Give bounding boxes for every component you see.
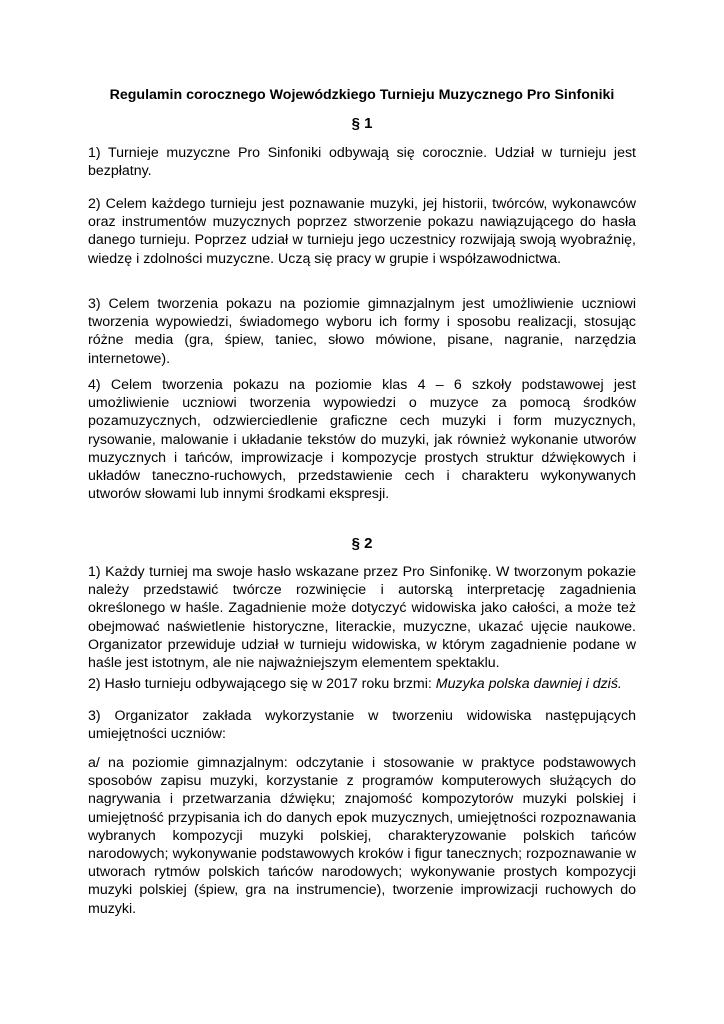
tournament-motto: Muzyka polska dawniej i dziś. xyxy=(435,676,622,692)
section-1-paragraph-1: 1) Turnieje muzyczne Pro Sinfoniki odbywają się corocznie. Udział w turnieju jest bezpłatny. xyxy=(88,145,636,180)
motto-intro: 2) Hasło turnieju odbywającego się w 2017 roku brzmi: xyxy=(88,676,436,692)
section-1-paragraph-2: 2) Celem każdego turnieju jest poznawanie muzyki, jej historii, twórców, wykonawców oraz instrumentów muzycznych poprzez stworzenie pokazu nawiązującego do hasła danego turnieju. Poprzez udział w turnieju jego uczestnicy rozwijają swoją wyobraźnię, wiedzę i zdolności muzyczne. Uczą się pracy w grupie i współzawodnictwa. xyxy=(88,196,636,267)
section-2-paragraph-2 xyxy=(88,675,636,693)
section-1-paragraph-3: 3) Celem tworzenia pokazu na poziomie gimnazjalnym jest umożliwienie uczniowi tworzenia wypowiedzi, świadomego wyboru ich formy i sposobu realizacji, stosując różne media (gra, śpiew, taniec, słowo mówione, pisane, nagranie, narzędzia internetowe). xyxy=(88,296,636,367)
document-title: Regulamin corocznego Wojewódzkiego Turnieju Muzycznego Pro Sinfoniki xyxy=(109,87,615,103)
section-2-paragraph-1: 1) Każdy turniej ma swoje hasło wskazane przez Pro Sinfonikę. W tworzonym pokazie należy przedstawić twórcze rozwinięcie i autorską interpretację zagadnienia określonego w haśle. Zagadnienie może dotyczyć widowiska jako całości, a może też obejmować naświetlenie historyczne, literackie, muzyczne, ukazać ujęcie naukowe. Organizator przewiduje udział w turnieju widowiska, w którym zagadnienie podane w haśle jest istotnym, ale nie najważniejszym elementem spektaklu. xyxy=(88,564,636,672)
section-1-paragraph-4: 4) Celem tworzenia pokazu na poziomie klas 4 – 6 szkoły podstawowej jest umożliwienie uczniowi tworzenia wypowiedzi o muzyce za pomocą środków pozamuzycznych, odzwierciedlenie graficzne cech muzyki i form muzycznych, rysowanie, malowanie i układanie tekstów do muzyki, jak również wykonanie utworów muzycznych i tańców, improwizacje i kompozycje prostych struktur dźwiękowych i układów taneczno-ruchowych, przedstawienie cech i charakteru wykonywanych utworów słowami lub innymi środkami ekspresji. xyxy=(88,377,636,503)
section-2-paragraph-3: 3) Organizator zakłada wykorzystanie w tworzeniu widowiska następujących umiejętności uczniów: xyxy=(88,708,636,743)
section-2-paragraph-4: a/ na poziomie gimnazjalnym: odczytanie i stosowanie w praktyce podstawowych sposobów zapisu muzyki, korzystanie z programów komputerowych służących do nagrywania i przetwarzania dźwięku; znajomość kompozytorów muzyki polskiej i umiejętność przypisania ich do danych epok muzycznych, umiejętności rozpoznawania wybranych kompozycji muzyki polskiej, charakteryzowanie polskich tańców narodowych; wykonywanie podstawowych kroków i figur tanecznych; rozpoznawanie w utworach rytmów polskich tańców narodowych; wykonywanie prostych kompozycji muzyki polskiej (śpiew, gra na instrumencie), tworzenie improwizacji ruchowych do muzyki. xyxy=(88,755,636,917)
section-2-heading: § 2 xyxy=(351,535,373,552)
section-1-heading: § 1 xyxy=(351,115,373,132)
